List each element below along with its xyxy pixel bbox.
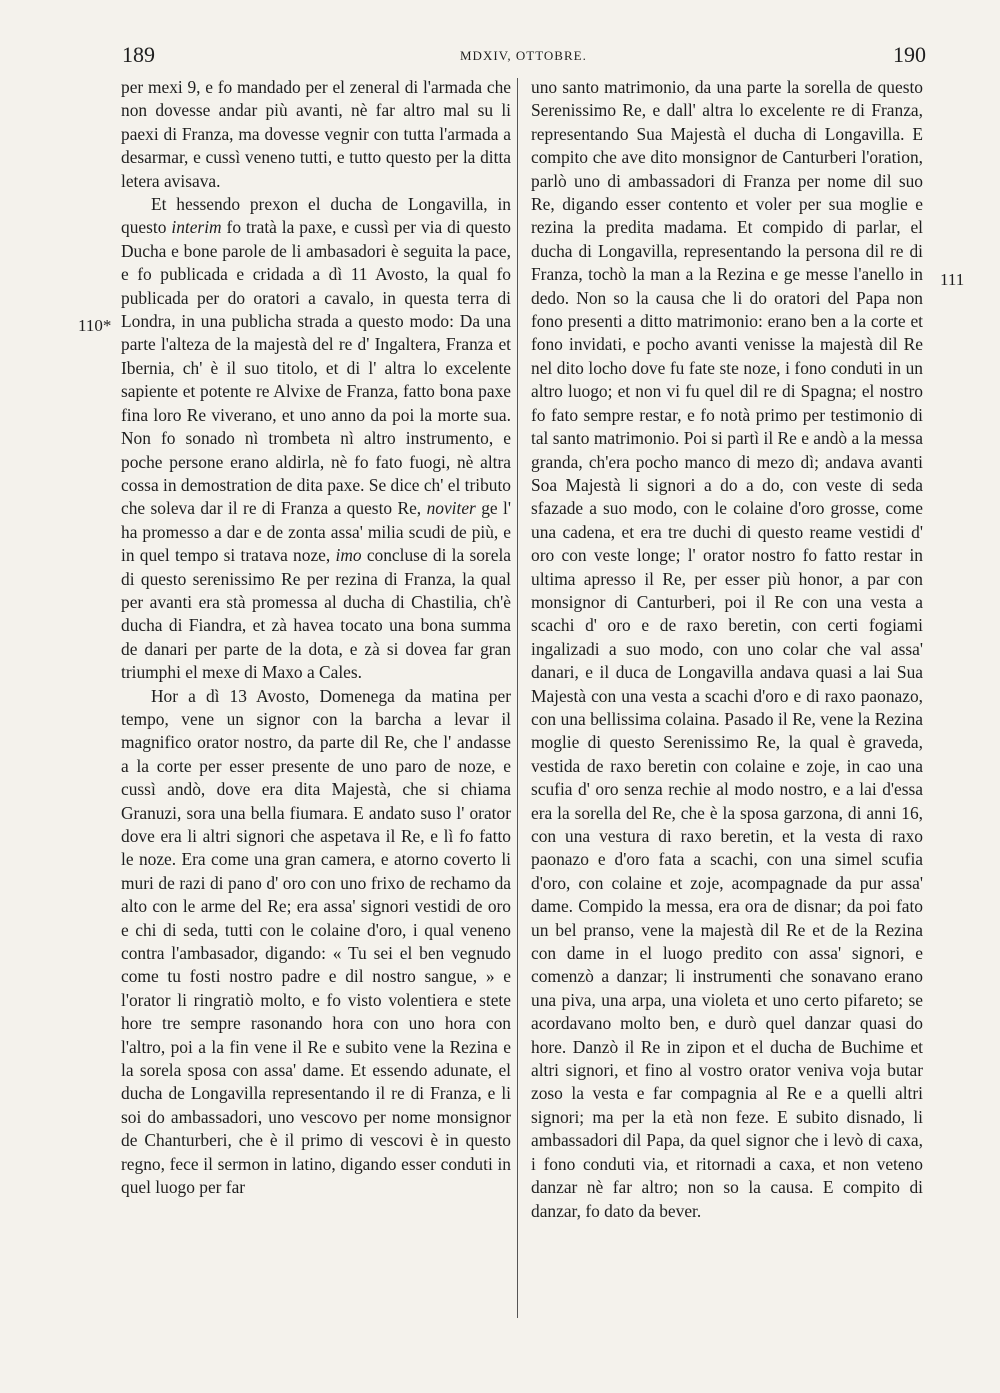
left-column xyxy=(121,76,511,1200)
text-run: ge l' ha promesso a dar e de zonta assa' milia scudi de più, e in quel tempo si tratava noze, xyxy=(121,498,512,566)
text-run: fo tratà la paxe, e cussì per via di questo Ducha e bone parole de li ambasadori è seguita la pace, e fo publicada e cridada a dì 11 Avosto, la qual fo publicada per do oratori a cavalo, in questa terra di Londra, in una publicha strada a questo modo: Da una parte l'alteza de la majestà del re d' Ingaltera, Franza et Ibernia, ch' è il suo titolo, et di l' altra lo excelente sapiente et potente re Alvixe de Franza, fatto bona paxe fina loro Re viverano, et uno anno da poi la morte sua. Non fo sonado nì trombeta nì altro instrumento, e poche persone erano aldirla, nè fo fato fuogi, nè altra cossa in demostration de dita paxe. Se dice ch' el tributo che soleva dar il re di Franza a questo Re, xyxy=(121,217,511,519)
right-column xyxy=(531,76,923,1223)
running-title: MDXIV, OTTOBRE. xyxy=(460,48,587,63)
left-paragraph-2 xyxy=(121,193,511,685)
text-run: Et hessendo prexon el ducha de Longavilla, in questo xyxy=(121,194,511,238)
italic-term: noviter xyxy=(426,498,476,519)
italic-term: imo xyxy=(335,545,362,566)
right-paragraph-1: uno santo matrimonio, da una parte la sorella de questo Serenissimo Re, e dall' altra lo excelente re di Franza, representando Sua Majestà el ducha di Longavilla. E compito che ave dito monsignor de Canturberi l'oration, parlò uno di ambassadori di Franza per nome dil suo Re, digando esser contento et voler per sua moglie e rezina la predita madama. Et compido di parlar, el ducha di Longavilla, representando la persona dil re di Franza, tochò la man a la Rezina e ge messe l'anello in dedo. Non so la causa che li do oratori del Papa non fono presenti a ditto matrimonio: erano ben a la corte et fono invidati, e pocho avanti venisse la majestà dil Re nel dito locho dove fu fate ste noze, i fono conduti in un altro luogo; et non vi fu quel dil re di Spagna; el nostro fo fato sempre restar, e fo notà primo per testimonio di tal santo matrimonio. Poi si partì il Re e andò a la messa granda, ch'era pocho manco di mezo dì; andava avanti Soa Majestà li signori a do a do, con veste di seda sfazade a suo modo, con le colaine d'oro grosse, come una cadena, et era tre duchi di questo reame vestidi d' oro con veste longe; l' orator nostro fo fatto restar in ultima apresso il Re, per esser più honor, a par con monsignor di Canturberi, poi il Re con una vesta a scachi d' oro e de raxo beretin, con certi fogiami ingalizadi a suo modo, con uno colar che val assa' danari, e il duca de Longavilla andava quasi a lai Sua Majestà con una vesta a scachi d'oro e di raxo paonazo, con una bellissima colaina. Pasado il Re, vene la Rezina moglie di questo Serenissimo Re, la qual è graveda, vestida de raxo beretin con colaine e zoje, in cao una scufia d' oro senza rechie al modo nostro, e a lai d'essa era la sorella del Re, che è la sposa garzona, di anni 16, con una vestura di raxo beretin, et la vesta di raxo paonazo e d'oro fata a scachi, con una simel scufia d'oro, con colaine et zoje, acompagnade da pur assa' dame. Compido la messa, era ora de disnar; da poi fato un bel pranso, vene la majestà dil Re et de la Rezina con dame in el luogo predito con assa' signori, e comenzò a danzar; li instrumenti che sonavano erano una piva, una arpa, una violeta et uno certo pifareto; se acordavano molto ben, e durò quel danzar quasi do hore. Danzò il Re in zipon et el ducha de Buchime et altri signori, et fino al vostro orator veniva voja butar zoso la vesta e far compagnia al Re e a quelli altri signori; ma per la età non feze. E subito disnado, li ambassadori dil Papa, da quel signor che i levò di caxa, i fono conduti via, et ritornadi a caxa, et non veteno danzar nè far altro; non so la causa. E compito di danzar, fo dato da bever. xyxy=(531,77,923,1221)
italic-term: interim xyxy=(171,217,222,238)
margin-note-left: 110* xyxy=(78,316,112,335)
column-divider xyxy=(517,78,518,1318)
left-paragraph-3: Hor a dì 13 Avosto, Domenega da matina per tempo, vene un signor con la barcha a levar il magnifico orator nostro, da parte dil Re, che l' andasse a la corte per esser presente de uno paro de noze, e cussì andò, dove era dita Majestà, che si chiama Granuzi, sora una bella fiumara. E andato suso l' orator dove era li altri signori che aspetava il Re, e lì fo fatto le noze. Era come una gran camera, e atorno coverto li muri de razi di pano d' oro con uno frixo de rechamo da alto con le arme del Re; era assa' signori vestidi de oro e chi di seda, tutti con le colaine d'oro, i qual veneno contra l'ambasador, digando: « Tu sei el ben vegnudo come tu fosti nostro padre e dil nostro sangue, » e l'orator li ringratiò molto, e fo visto volentiera e stete hore tre sempre rasonando hora con uno hora con l'altro, poi a la fin vene il Re e subito vene la Rezina e la sorela sposa con assa' dame. Et essendo adunate, el ducha de Longavilla representando il re di Franza, e li soi do ambassadori, uno vescovo per nome monsignor de Chanturberi, che è il primo di vescovi è in questo regno, fece il sermon in latino, digando esser conduti in quel luogo per far xyxy=(121,685,511,1198)
page-number-left: 189 xyxy=(122,42,155,67)
page-header xyxy=(0,42,1000,72)
page-number-right: 190 xyxy=(893,42,926,67)
left-paragraph-1: per mexi 9, e fo mandado per el zeneral di l'armada che non dovesse andar più avanti, nè far altro mal su li paexi di Franza, ma dovesse vegnir con tutta l'armada a desarmar, e cussì veneno tutti, e tutto questo per la ditta letera avisava. xyxy=(121,77,511,191)
margin-note-right: 111 xyxy=(940,270,965,289)
text-run: concluse di la sorela di questo serenissimo Re per rezina di Franza, la qual per avanti era stà promessa al ducha di Chastilia, ch'è ducha di Fiandra, et zà havea tocato una bona summa de danari per parte de la dota, e zà si dovea far gran triumphi el mexe di Maxo a Cales. xyxy=(121,545,511,683)
